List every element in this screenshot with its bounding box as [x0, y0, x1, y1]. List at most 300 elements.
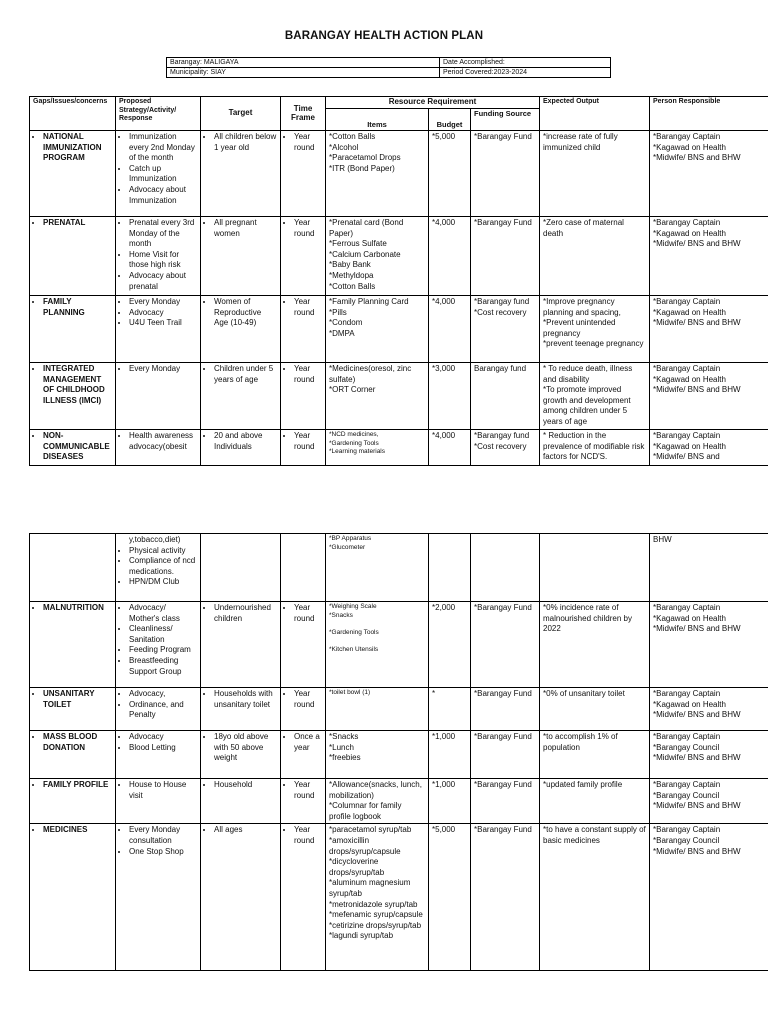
- time-frame-cell: [281, 602, 326, 688]
- person-line: *Barangay Captain: [653, 780, 721, 789]
- target-list: [204, 689, 277, 710]
- person-line: *Midwife/ BNS and BHW: [653, 710, 741, 720]
- funding-cell: [471, 430, 540, 466]
- target-cell: [201, 731, 281, 779]
- budget-cell: *4,000: [429, 430, 471, 466]
- strategy-list: [119, 603, 197, 677]
- strategy-cell: [116, 296, 201, 363]
- time-frame-cell: [281, 779, 326, 824]
- person-line: *Midwife/ BNS and BHW: [653, 318, 741, 328]
- person-line: *Kagawad on Health: [653, 441, 726, 451]
- funding-cell: [471, 534, 540, 602]
- target-item: • All children below 1 year old: [214, 132, 277, 153]
- budget-cell: *5,000: [429, 824, 471, 971]
- funding-line: *Cost recovery: [474, 441, 527, 451]
- gap-item: • FAMILY PROFILE: [43, 780, 112, 791]
- time-item: • Year round: [294, 218, 322, 239]
- output-line: *increase rate of fully immunized child: [543, 132, 618, 152]
- items-cell: [326, 296, 429, 363]
- strategy-item: • Advocacy about prenatal: [129, 271, 197, 292]
- strategy-item: • Advocacy: [129, 732, 197, 743]
- person-line: *Barangay Council: [653, 742, 720, 752]
- strategy-item: • Immunization every 2nd Monday of the month: [129, 132, 197, 164]
- table-row: [30, 131, 768, 217]
- funding-cell: [471, 296, 540, 363]
- gap-cell: [30, 296, 116, 363]
- time-frame-cell: [281, 217, 326, 296]
- strategy-cell: [116, 217, 201, 296]
- person-line: *Barangay Captain: [653, 218, 721, 227]
- strategy-cell: [116, 688, 201, 731]
- strategy-list: [119, 732, 197, 753]
- table-row: [30, 296, 768, 363]
- output-cell: [540, 779, 650, 824]
- item-line: *dicycloverine drops/syrup/tab: [329, 857, 385, 877]
- output-line: *To promote improved growth and development among children under 5 years of age: [543, 385, 631, 426]
- target-list: [204, 732, 277, 764]
- gap-cell: [30, 824, 116, 971]
- person-cell: [650, 534, 768, 602]
- item-line: *freebies: [329, 753, 361, 763]
- person-cell: [650, 688, 768, 731]
- header-strategy: Proposed Strategy/Activity/ Response: [116, 97, 201, 131]
- output-cell: [540, 217, 650, 296]
- target-item: • 18yo old above with 50 above weight: [214, 732, 277, 764]
- page-title: BARANGAY HEALTH ACTION PLAN: [284, 30, 484, 42]
- gap-item: • FAMILY PLANNING: [43, 297, 112, 318]
- item-line: *mefenamic syrup/capsule: [329, 910, 423, 920]
- target-cell: [201, 296, 281, 363]
- strategy-item: • Advocacy,: [129, 689, 197, 700]
- time-item: • Year round: [294, 825, 322, 846]
- person-line: *Kagawad on Health: [653, 699, 726, 709]
- time-list: [284, 780, 322, 801]
- output-line: *updated family profile: [543, 780, 623, 789]
- header-items: Items: [326, 109, 429, 131]
- target-cell: [201, 779, 281, 824]
- gap-item: • NATIONAL IMMUNIZATION PROGRAM: [43, 132, 112, 164]
- person-line: *Midwife/ BNS and BHW: [653, 153, 741, 163]
- target-item: • Undernourished children: [214, 603, 277, 624]
- item-line: *Lunch: [329, 742, 354, 752]
- strategy-item: • Breastfeeding Support Group: [129, 656, 197, 677]
- strategy-item: • U4U Teen Trail: [129, 318, 197, 329]
- item-line: *Paracetamol Drops: [329, 153, 401, 163]
- gap-item: • NON-COMMUNICABLE DISEASES: [43, 431, 112, 463]
- person-line: *Kagawad on Health: [653, 307, 726, 317]
- strategy-item: • Compliance of ncd medications.: [129, 556, 197, 577]
- strategy-cell: [116, 602, 201, 688]
- gap-list: [33, 218, 112, 229]
- output-line: *Zero case of maternal death: [543, 218, 624, 238]
- target-item: • Households with unsanitary toilet: [214, 689, 277, 710]
- period-cell: Period Covered:2023-2024: [440, 68, 611, 78]
- gap-item: • MEDICINES: [43, 825, 112, 836]
- item-line: *Snacks: [329, 611, 353, 619]
- time-item: • Year round: [294, 431, 322, 452]
- person-line: *Kagawad on Health: [653, 374, 726, 384]
- person-line: *Midwife/ BNS and BHW: [653, 385, 741, 395]
- person-cell: [650, 602, 768, 688]
- header-expected-output: Expected Output: [540, 97, 650, 131]
- items-cell: [326, 731, 429, 779]
- output-line: *0% of unsanitary toilet: [543, 689, 625, 698]
- target-item: • Household: [214, 780, 277, 791]
- person-line: *Midwife/ BNS and BHW: [653, 624, 741, 634]
- item-line: *NCD medicines,: [329, 431, 379, 438]
- strategy-item: • One Stop Shop: [129, 847, 197, 858]
- time-list: [284, 732, 322, 753]
- gap-list: [33, 689, 112, 710]
- person-line: *Barangay Captain: [653, 732, 721, 741]
- output-line: *Improve pregnancy planning and spacing,: [543, 297, 621, 317]
- strategy-cell: [116, 363, 201, 430]
- output-line: *0% incidence rate of malnourished children by 2022: [543, 603, 632, 634]
- person-line: *Barangay Captain: [653, 603, 721, 612]
- output-cell: [540, 296, 650, 363]
- items-cell: [326, 217, 429, 296]
- item-line: *ORT Corner: [329, 385, 376, 395]
- budget-cell: *4,000: [429, 217, 471, 296]
- budget-cell: *5,000: [429, 131, 471, 217]
- gap-list: [33, 431, 112, 463]
- output-cell: [540, 363, 650, 430]
- item-line: *Calcium Carbonate: [329, 249, 401, 259]
- items-cell: [326, 824, 429, 971]
- target-list: [204, 603, 277, 624]
- target-cell: [201, 131, 281, 217]
- time-item: • Once a year: [294, 732, 322, 753]
- output-cell: [540, 534, 650, 602]
- item-line: [329, 620, 425, 629]
- person-line: *Barangay Council: [653, 790, 720, 800]
- header-gaps: Gaps/Issues/concerns: [30, 97, 116, 131]
- output-line: *to accomplish 1% of population: [543, 732, 618, 752]
- person-line: *Kagawad on Health: [653, 228, 726, 238]
- gap-item: • UNSANITARY TOILET: [43, 689, 112, 710]
- time-list: [284, 603, 322, 624]
- strategy-item: • HPN/DM Club: [129, 577, 197, 588]
- gap-cell: [30, 363, 116, 430]
- funding-cell: [471, 824, 540, 971]
- item-line: *Allowance(snacks, lunch, mobilization): [329, 780, 422, 800]
- person-line: *Barangay Captain: [653, 825, 721, 835]
- header-target: Target: [201, 97, 281, 131]
- funding-line: *Barangay Fund: [474, 132, 532, 141]
- person-line: *Barangay Captain: [653, 364, 721, 373]
- gap-list: [33, 297, 112, 318]
- item-line: *Cotton Balls: [329, 281, 376, 291]
- person-cell: [650, 824, 768, 971]
- strategy-list: [119, 780, 197, 801]
- item-line: *Glucometer: [329, 543, 366, 551]
- strategy-list: [119, 431, 197, 452]
- strategy-list: [119, 546, 197, 588]
- strategy-item: • Home Visit for those high risk: [129, 250, 197, 271]
- time-frame-cell: [281, 296, 326, 363]
- output-cell: [540, 602, 650, 688]
- time-frame-cell: [281, 131, 326, 217]
- person-cell: [650, 363, 768, 430]
- gap-list: [33, 603, 112, 614]
- item-line: *Kitchen Utensils: [329, 645, 379, 653]
- info-table: [166, 57, 611, 78]
- strategy-list: [119, 689, 197, 721]
- gap-cell: [30, 731, 116, 779]
- person-line: *Midwife/ BNS and BHW: [653, 846, 741, 856]
- item-line: *amoxicillin drops/syrup/capsule: [329, 835, 401, 856]
- item-line: *Cotton Balls: [329, 132, 376, 141]
- item-line: *ITR (Bond Paper): [329, 163, 395, 173]
- item-line: *Learning materials: [329, 448, 386, 455]
- table-row: [30, 217, 768, 296]
- item-line: *Gardening Tools: [329, 439, 379, 447]
- funding-line: *Cost recovery: [474, 307, 527, 317]
- time-frame-cell: [281, 534, 326, 602]
- item-line: *Medicines(oresol, zinc sulfate): [329, 364, 412, 384]
- time-frame-cell: [281, 731, 326, 779]
- gap-cell: [30, 131, 116, 217]
- items-cell: [326, 131, 429, 217]
- item-line: *DMPA: [329, 328, 355, 338]
- time-item: • Year round: [294, 780, 322, 801]
- items-cell: [326, 363, 429, 430]
- item-line: *Columnar for family profile logbook: [329, 801, 402, 821]
- strategy-item: • Advocacy: [129, 308, 197, 319]
- gap-cell: [30, 602, 116, 688]
- items-cell: [326, 430, 429, 466]
- output-line: * To reduce death, illness and disability: [543, 364, 633, 384]
- item-line: *Weighing Scale: [329, 603, 377, 610]
- target-item: • All ages: [214, 825, 277, 836]
- funding-line: *Barangay Fund: [474, 780, 532, 789]
- time-list: [284, 297, 322, 318]
- budget-cell: [429, 534, 471, 602]
- item-line: *Baby Bank: [329, 260, 371, 270]
- budget-cell: *2,000: [429, 602, 471, 688]
- funding-line: Barangay fund: [474, 364, 527, 373]
- person-cell: [650, 217, 768, 296]
- target-list: [204, 780, 277, 791]
- item-line: *Gardening Tools: [329, 628, 379, 636]
- budget-cell: *3,000: [429, 363, 471, 430]
- funding-line: *Barangay Fund: [474, 732, 532, 741]
- item-line: *Snacks: [329, 732, 359, 741]
- municipality-cell: Municipality: SIAY: [167, 68, 440, 78]
- time-item: • Year round: [294, 603, 322, 624]
- budget-cell: *: [429, 688, 471, 731]
- item-line: *Methyldopa: [329, 270, 374, 280]
- header-person-responsible: Person Responsible: [650, 97, 768, 131]
- item-line: *Prenatal card (Bond Paper): [329, 218, 404, 238]
- target-cell: [201, 363, 281, 430]
- target-cell: [201, 688, 281, 731]
- strategy-list: [119, 297, 197, 329]
- person-line: *Kagawad on Health: [653, 142, 726, 152]
- item-line: *Alcohol: [329, 142, 359, 152]
- person-line: BHW: [653, 535, 672, 544]
- output-line: *to have a constant supply of basic medicines: [543, 825, 646, 845]
- strategy-item: • Every Monday consultation: [129, 825, 197, 846]
- time-list: [284, 689, 322, 710]
- item-line: [329, 637, 425, 646]
- item-line: *Ferrous Sulfate: [329, 239, 387, 249]
- person-cell: [650, 430, 768, 466]
- item-line: *Condom: [329, 318, 363, 328]
- strategy-item: • Physical activity: [129, 546, 197, 557]
- item-line: *toilet bowl (1): [329, 689, 371, 696]
- strategy-continued: y,tobacco,diet): [129, 535, 181, 544]
- items-cell: [326, 602, 429, 688]
- strategy-item: • Catch up Immunization: [129, 164, 197, 185]
- gap-item: • INTEGRATED MANAGEMENT OF CHILDHOOD ILLNESS (IMCI): [43, 364, 112, 406]
- target-item: • 20 and above Individuals: [214, 431, 277, 452]
- strategy-cell: [116, 131, 201, 217]
- item-line: *Pills: [329, 307, 347, 317]
- person-line: *Barangay Captain: [653, 689, 721, 698]
- strategy-list: [119, 132, 197, 206]
- action-plan-table-page1: [29, 96, 768, 466]
- strategy-item: • Advocacy about Immunization: [129, 185, 197, 206]
- header-resource-requirement: Resource Requirement: [326, 97, 540, 109]
- strategy-item: • Advocacy/ Mother's class: [129, 603, 197, 624]
- target-list: [204, 364, 277, 385]
- output-line: * Reduction in the prevalence of modifiable risk factors for NCD'S.: [543, 431, 645, 462]
- item-line: *Family Planning Card: [329, 297, 409, 306]
- header-time-frame: Time Frame: [281, 97, 326, 131]
- target-item: • Women of Reproductive Age (10-49): [214, 297, 277, 329]
- person-cell: [650, 296, 768, 363]
- gap-cell: [30, 779, 116, 824]
- person-cell: [650, 731, 768, 779]
- strategy-list: [119, 825, 197, 857]
- table-row: [30, 824, 768, 971]
- gap-item: • MALNUTRITION: [43, 603, 112, 614]
- strategy-item: • Cleanliness/ Sanitation: [129, 624, 197, 645]
- gap-list: [33, 132, 112, 164]
- time-list: [284, 218, 322, 239]
- action-plan-table-page2: [29, 533, 768, 971]
- strategy-cell: [116, 430, 201, 466]
- items-cell: [326, 688, 429, 731]
- item-line: *paracetamol syrup/tab: [329, 825, 412, 835]
- funding-cell: [471, 731, 540, 779]
- table-row: [30, 430, 768, 466]
- funding-line: *Barangay fund: [474, 431, 530, 440]
- target-item: • Children under 5 years of age: [214, 364, 277, 385]
- strategy-cell: [116, 731, 201, 779]
- gap-list: [33, 364, 112, 406]
- person-line: *Barangay Captain: [653, 297, 721, 306]
- strategy-item: • Ordinance, and Penalty: [129, 700, 197, 721]
- funding-cell: [471, 217, 540, 296]
- funding-cell: [471, 779, 540, 824]
- strategy-list: [119, 364, 197, 375]
- funding-cell: [471, 131, 540, 217]
- item-line: *metronidazole syrup/tab: [329, 899, 418, 909]
- target-cell: [201, 534, 281, 602]
- funding-cell: [471, 602, 540, 688]
- person-line: *Midwife/ BNS and BHW: [653, 753, 741, 763]
- gap-list: [33, 732, 112, 753]
- funding-line: *Barangay Fund: [474, 218, 532, 227]
- table-row: [30, 779, 768, 824]
- time-item: • Year round: [294, 689, 322, 710]
- person-line: *Midwife/ BNS and: [653, 452, 720, 462]
- output-cell: [540, 131, 650, 217]
- target-cell: [201, 217, 281, 296]
- funding-line: *Barangay fund: [474, 297, 530, 306]
- table-row: [30, 534, 768, 602]
- item-line: *lagundi syrup/tab: [329, 931, 394, 941]
- time-list: [284, 364, 322, 385]
- target-cell: [201, 602, 281, 688]
- gap-cell: [30, 688, 116, 731]
- items-cell: [326, 779, 429, 824]
- strategy-item: • Prenatal every 3rd Monday of the month: [129, 218, 197, 250]
- funding-cell: [471, 688, 540, 731]
- target-list: [204, 218, 277, 239]
- person-cell: [650, 131, 768, 217]
- person-line: *Midwife/ BNS and BHW: [653, 801, 741, 811]
- budget-cell: *4,000: [429, 296, 471, 363]
- table-row: [30, 363, 768, 430]
- budget-cell: *1,000: [429, 779, 471, 824]
- strategy-item: • Health awareness advocacy(obesit: [129, 431, 197, 452]
- time-list: [284, 431, 322, 452]
- target-list: [204, 825, 277, 836]
- person-cell: [650, 779, 768, 824]
- target-list: [204, 431, 277, 452]
- gap-cell: [30, 430, 116, 466]
- strategy-item: • House to House visit: [129, 780, 197, 801]
- person-line: *Kagawad on Health: [653, 613, 726, 623]
- time-list: [284, 825, 322, 846]
- time-frame-cell: [281, 688, 326, 731]
- strategy-item: • Every Monday: [129, 364, 197, 375]
- target-item: • All pregnant women: [214, 218, 277, 239]
- time-frame-cell: [281, 363, 326, 430]
- header-budget: Budget: [429, 109, 471, 131]
- table-row: [30, 731, 768, 779]
- output-cell: [540, 430, 650, 466]
- strategy-cell: [116, 824, 201, 971]
- item-line: *BP Apparatus: [329, 535, 372, 542]
- funding-line: *Barangay Fund: [474, 603, 532, 612]
- gap-cell: [30, 534, 116, 602]
- output-line: *Prevent unintended pregnancy: [543, 318, 616, 338]
- output-cell: [540, 824, 650, 971]
- strategy-cell: [116, 534, 201, 602]
- gap-item: • PRENATAL: [43, 218, 112, 229]
- header-funding-source: Funding Source: [471, 109, 540, 131]
- barangay-cell: Barangay: MALIGAYA: [167, 58, 440, 68]
- strategy-item: • Every Monday: [129, 297, 197, 308]
- target-list: [204, 297, 277, 329]
- output-cell: [540, 731, 650, 779]
- time-frame-cell: [281, 430, 326, 466]
- target-cell: [201, 824, 281, 971]
- gap-list: [33, 825, 112, 836]
- person-line: *Barangay Captain: [653, 132, 721, 141]
- strategy-item: • Feeding Program: [129, 645, 197, 656]
- funding-cell: [471, 363, 540, 430]
- items-cell: [326, 534, 429, 602]
- time-item: • Year round: [294, 132, 322, 153]
- target-cell: [201, 430, 281, 466]
- strategy-list: [119, 218, 197, 292]
- budget-cell: *1,000: [429, 731, 471, 779]
